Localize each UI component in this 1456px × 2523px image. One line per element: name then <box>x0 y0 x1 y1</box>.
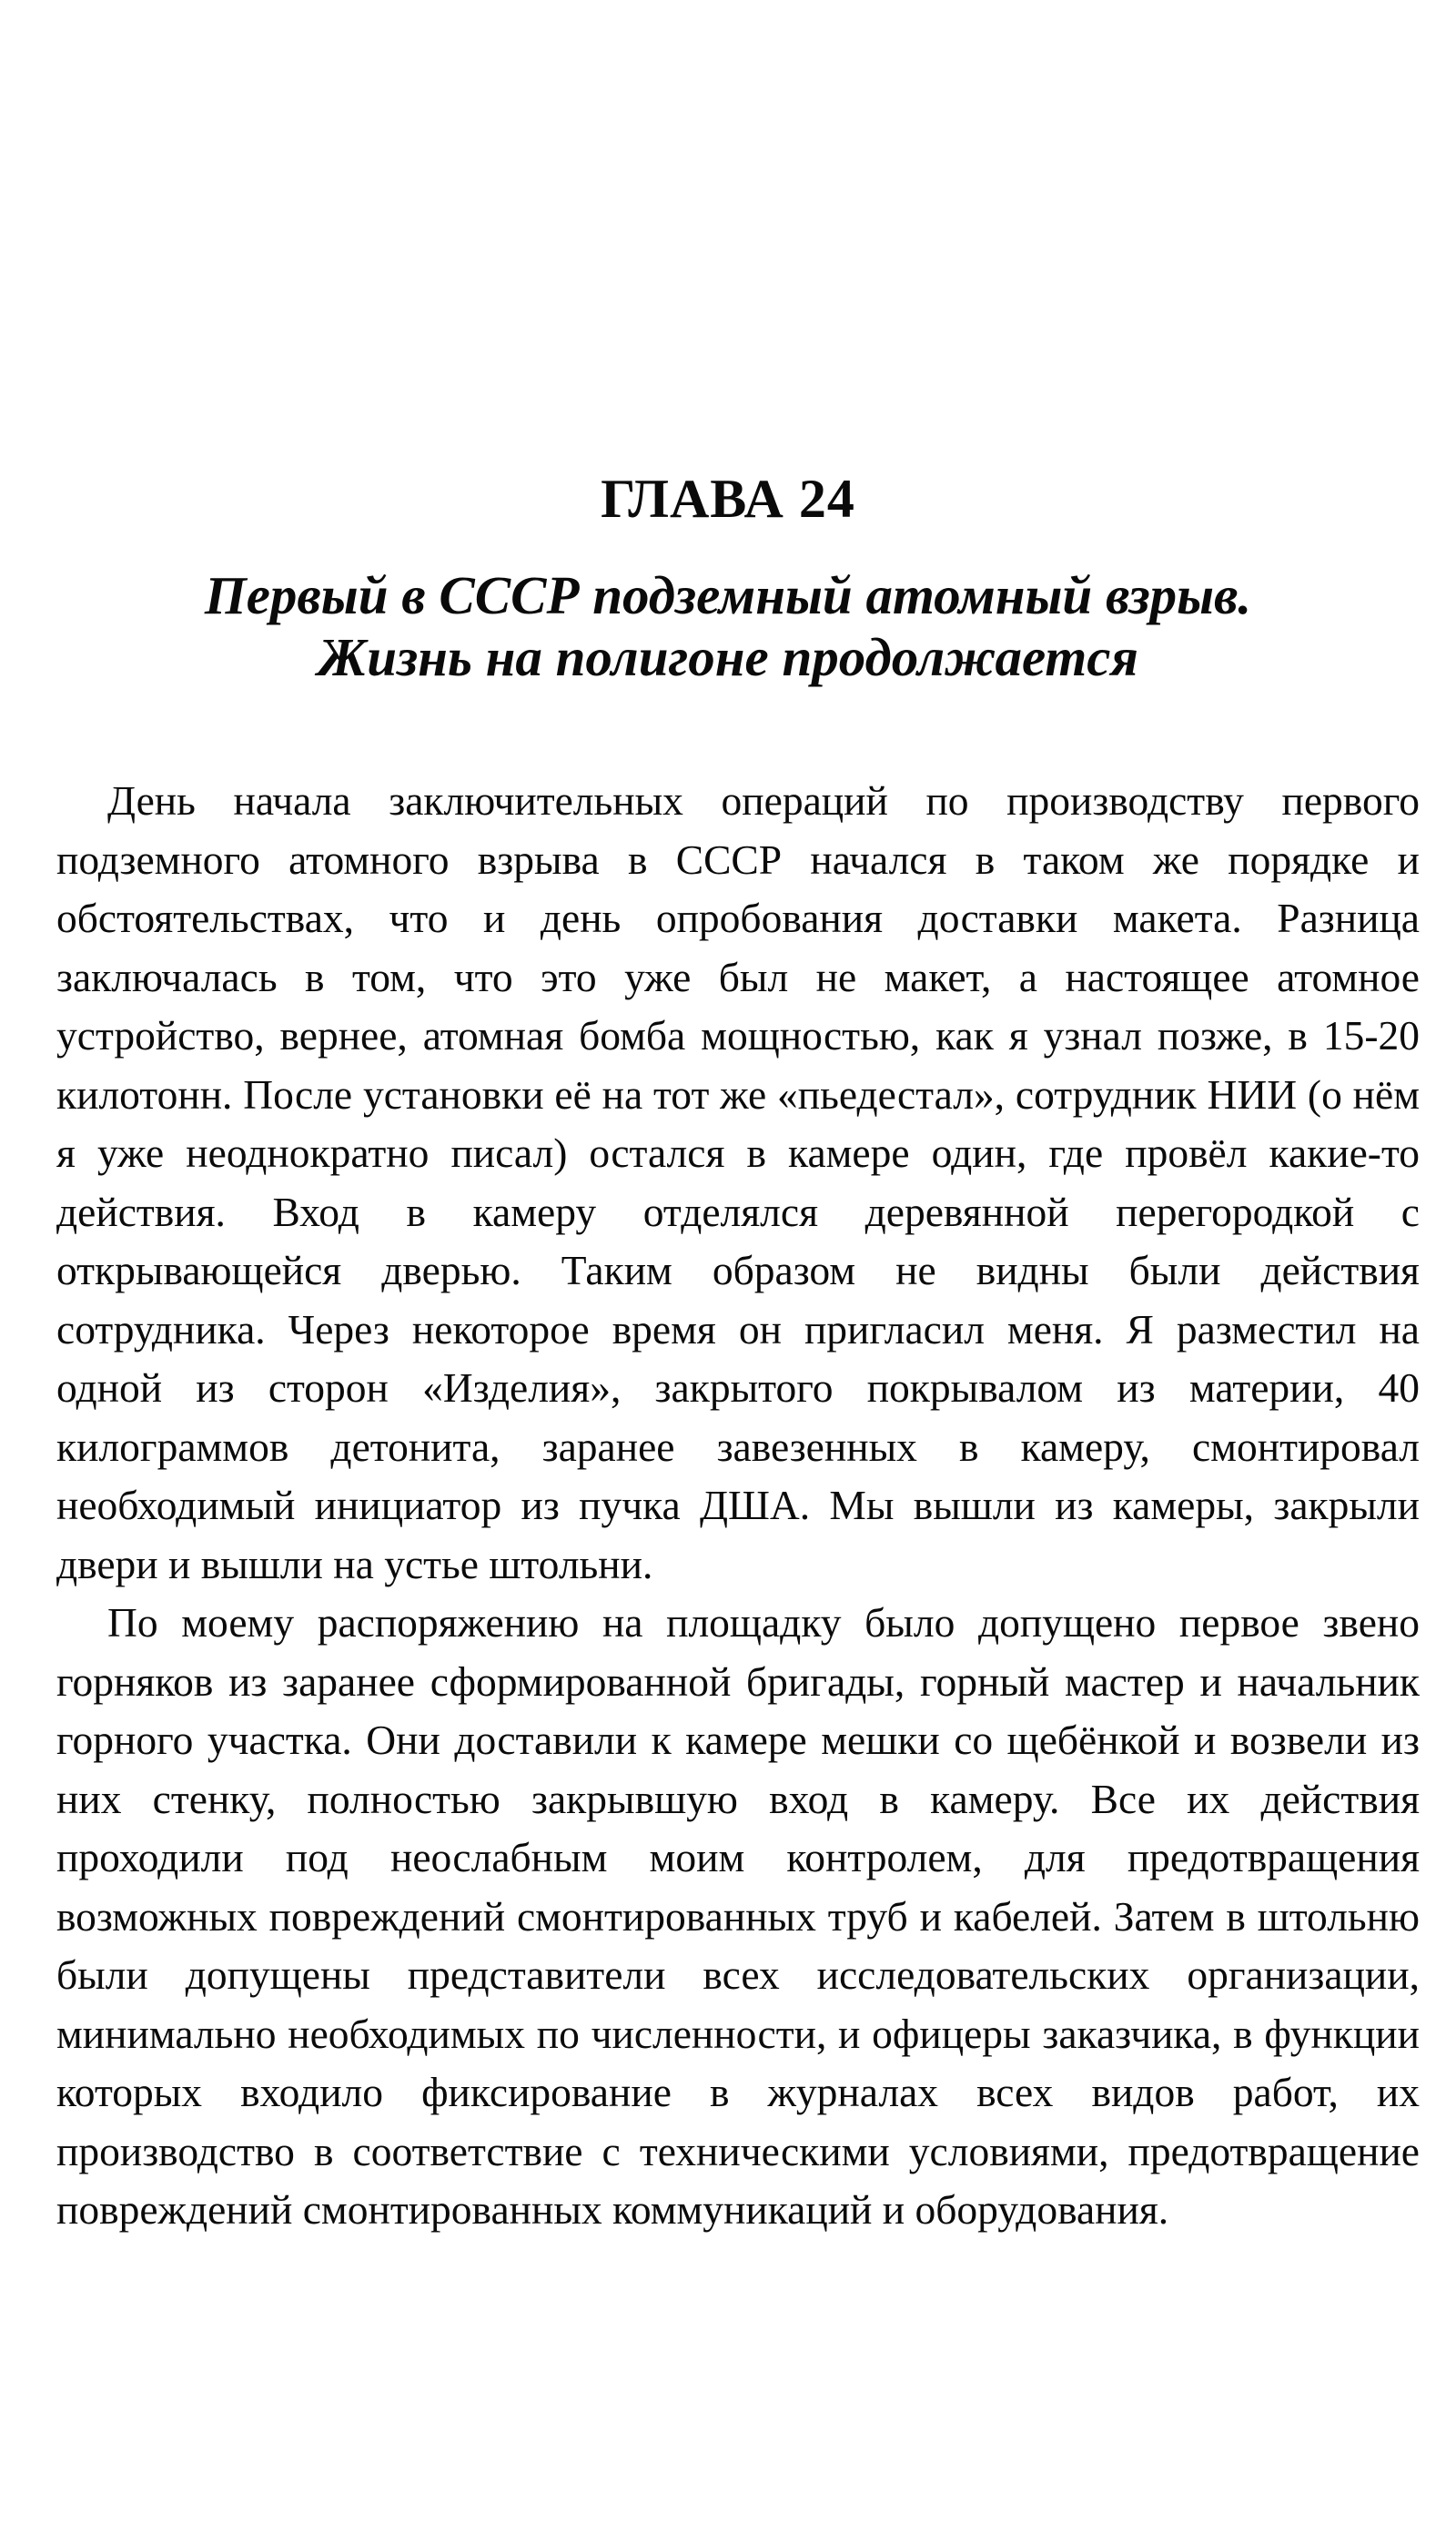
paragraph-2: По моему распоряжению на площадку было допущено первое звено горняков из заранее сформированной бригады, горный мастер и начальник горного участка. Они доставили к камере мешки со щебёнкой и возвели из них стенку, полностью закрывшую вход в камеру. Все их действия проходили под неослабным моим контролем, для предотвращения возможных повреждений смонтированных труб и кабелей. Затем в штольню были допущены представители всех исследовательских организации, минимально необходимых по численности, и офицеры заказчика, в функции которых входило фиксирование в журналах всех видов работ, их производство в соответствие с техническими условиями, предотвращение повреждений смонтированных коммуникаций и оборудования. <box>56 1599 1420 2233</box>
chapter-heading: ГЛАВА 24 <box>601 469 855 529</box>
chapter-body <box>56 772 1420 2240</box>
chapter-subtitle <box>109 564 1347 688</box>
chapter-subtitle-line-2: Жизнь на полигоне продолжается <box>318 627 1138 687</box>
chapter-subtitle-line-1: Первый в СССР подземный атомный взрыв. <box>204 565 1252 625</box>
paragraph-1: День начала заключительных операций по производству первого подземного атомного взрыва в СССР начался в таком же порядке и обстоятельствах, что и день опробования доставки макета. Разница заключалась в том, что это уже был не макет, а настоящее атомное устройство, вернее, атомная бомба мощностью, как я узнал позже, в 15-20 килотонн. После установки её на тот же «пьедестал», сотрудник НИИ (о нём я уже неоднократно писал) остался в камере один, где провёл какие-то действия. Вход в камеру отделялся деревянной перегородкой с открывающейся дверью. Таким образом не видны были действия сотрудника. Через некоторое время он пригласил меня. Я разместил на одной из сторон «Изделия», закрытого покрывалом из материи, 40 килограммов детонита, заранее завезенных в камеру, смонтировал необходимый инициатор из пучка ДША. Мы вышли из камеры, закрыли двери и вышли на устье штольни. <box>56 777 1420 1587</box>
